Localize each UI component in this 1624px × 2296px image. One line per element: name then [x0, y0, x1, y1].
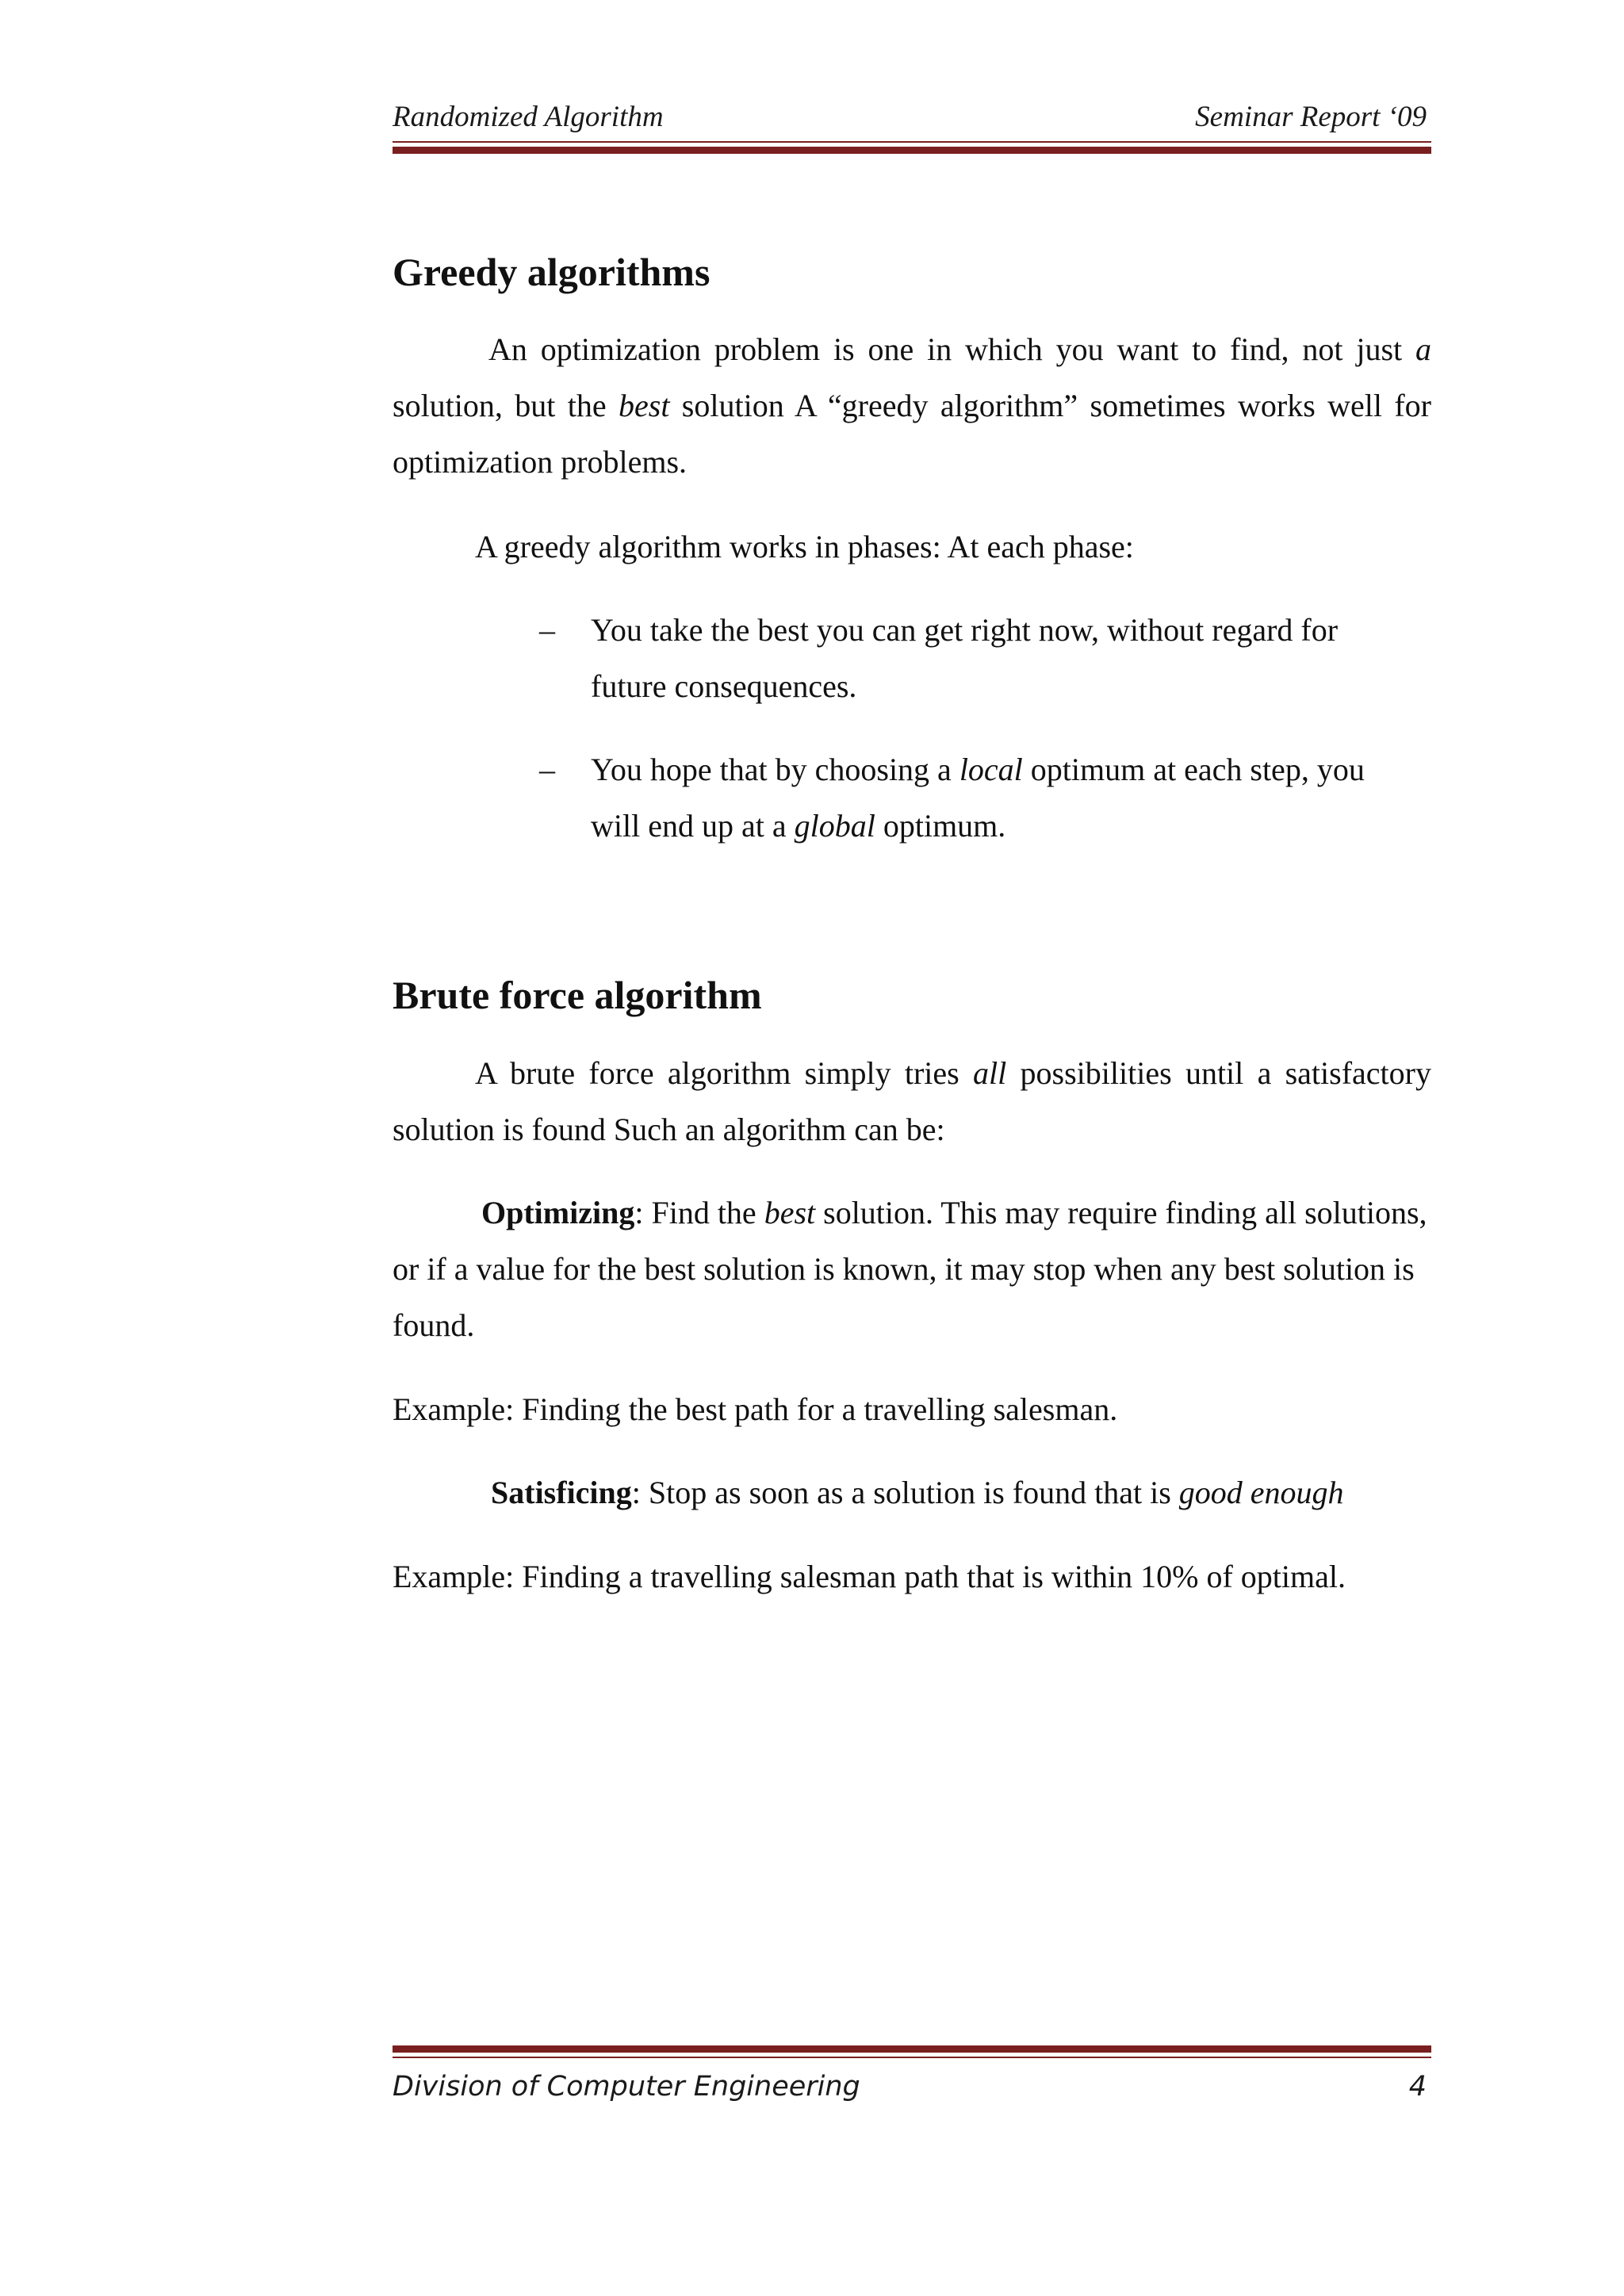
page-footer	[393, 2045, 1431, 2117]
text-run: : Find the	[634, 1195, 764, 1230]
text-run: You hope that by choosing a	[591, 752, 959, 787]
paragraph	[393, 321, 1431, 490]
emphasis: all	[973, 1055, 1007, 1091]
footer-rule-thick	[393, 2045, 1431, 2053]
example-satisficing	[393, 1548, 1431, 1605]
emphasis: best	[764, 1195, 816, 1230]
example-optimizing	[393, 1381, 1431, 1437]
header-report-label: Seminar Report ‘09	[1195, 101, 1427, 133]
text-run: optimum at each step, you will end up at a	[591, 752, 1365, 844]
paragraph: Example: Finding a travelling salesman path that is within 10% of optimal.	[393, 1559, 1346, 1594]
list-item	[539, 602, 1419, 714]
text-run: You take the best you can get right now, without regard for future consequences.	[591, 612, 1339, 704]
term-satisficing: Satisficing	[491, 1475, 632, 1510]
greedy-bullet-list	[539, 602, 1419, 854]
paragraph	[393, 1045, 1431, 1158]
header-rule-thin	[393, 141, 1431, 143]
paragraph	[393, 1464, 1431, 1521]
text-run: optimum.	[875, 808, 1006, 844]
emphasis: good enough	[1178, 1475, 1344, 1510]
optimizing-paragraph	[393, 1184, 1431, 1353]
greedy-phases-paragraph	[393, 519, 1431, 575]
text-run: solution. This may require finding all solutions, or if a value for the best solution is known, it may stop when any best solution is found.	[393, 1195, 1427, 1343]
text-run: solution A “greedy algorithm” sometimes works well for optimization problems.	[393, 388, 1431, 480]
greedy-intro-paragraph	[393, 321, 1431, 490]
header-document-title: Randomized Algorithm	[393, 101, 664, 133]
emphasis: a	[1415, 331, 1431, 367]
emphasis: local	[959, 752, 1023, 787]
page-number: 4	[1408, 2071, 1427, 2103]
paragraph: A greedy algorithm works in phases: At each phase:	[475, 529, 1134, 564]
dash-bullet: –	[539, 612, 555, 648]
paragraph	[393, 1184, 1431, 1353]
term-optimizing: Optimizing	[481, 1195, 635, 1230]
text-run: solution, but the	[393, 388, 619, 423]
footer-rule-thin	[393, 2057, 1431, 2058]
section-title-greedy: Greedy algorithms	[393, 250, 710, 294]
text-run: An optimization problem is one in which you want to find, not just	[488, 331, 1415, 367]
page-header	[393, 94, 1431, 157]
satisficing-paragraph	[393, 1464, 1431, 1521]
text-run: possibilities until a satisfactory solution is found Such an algorithm can be:	[393, 1055, 1431, 1147]
paragraph: Example: Finding the best path for a travelling salesman.	[393, 1391, 1118, 1427]
dash-bullet: –	[539, 752, 555, 787]
section-title-brute-force: Brute force algorithm	[393, 973, 762, 1017]
list-item	[539, 741, 1419, 854]
emphasis: best	[619, 388, 670, 423]
text-run: : Stop as soon as a solution is found that is	[631, 1475, 1179, 1510]
header-rule-thick	[393, 147, 1431, 154]
footer-division-label: Division of Computer Engineering	[393, 2071, 860, 2103]
text-run: A brute force algorithm simply tries	[475, 1055, 974, 1091]
emphasis: global	[794, 808, 875, 844]
brute-intro-paragraph	[393, 1045, 1431, 1158]
